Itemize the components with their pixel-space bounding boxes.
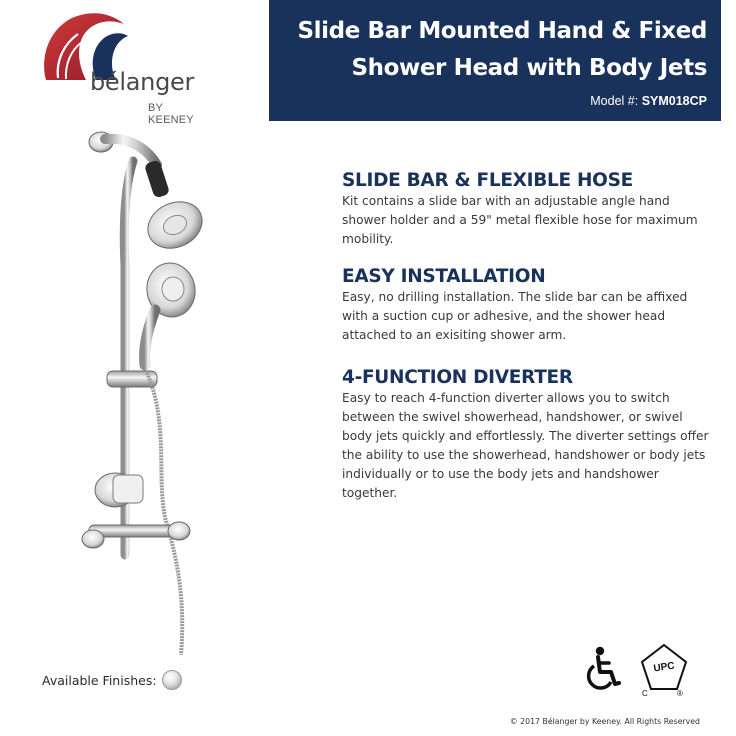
title-banner: [269, 0, 721, 121]
product-title-line-2: Shower Head with Body Jets: [351, 55, 707, 81]
copyright-notice: © 2017 Bélanger by Keeney. All Rights Reserved: [509, 717, 700, 726]
upc-r-mark: ®: [677, 689, 683, 698]
model-number: [590, 94, 707, 108]
available-finishes-label: Available Finishes:: [42, 673, 157, 688]
feature-description: Easy to reach 4-function diverter allows you to switch between the swivel showerhead, handshower, or swivel body jets quickly and effortlessly. The diverter settings offer the ability to use the showerhead, handshower or body jets individually or to use the body jets and handshower together.: [342, 391, 709, 500]
feature-diverter: [342, 367, 712, 503]
feature-heading: SLIDE BAR & FLEXIBLE HOSE: [342, 170, 633, 191]
feature-description: Kit contains a slide bar with an adjustable angle hand shower holder and a 59" metal flexible hose for maximum mobility.: [342, 194, 698, 246]
feature-easy-installation: [342, 266, 712, 345]
chrome-finish-swatch-icon[interactable]: [162, 670, 182, 690]
wheelchair-accessibility-icon: [583, 646, 623, 694]
brand-logo: [38, 8, 208, 126]
feature-heading: EASY INSTALLATION: [342, 266, 546, 287]
model-value: SYM018CP: [641, 94, 707, 108]
upc-text: UPC: [652, 660, 676, 675]
brand-name: bélanger: [90, 68, 195, 96]
feature-description: Easy, no drilling installation. The slide bar can be affixed with a suction cup or adhesive, and the shower head attached to an exisiting shower arm.: [342, 290, 688, 342]
feature-slide-bar: [342, 170, 712, 249]
model-label: Model #:: [590, 94, 639, 108]
upc-c-mark: C: [642, 689, 648, 698]
product-title-line-1: Slide Bar Mounted Hand & Fixed: [297, 18, 707, 44]
brand-tagline: BY KEENEY: [148, 102, 194, 126]
shower-system-image: [75, 125, 210, 665]
upc-certification-icon: [639, 642, 689, 698]
feature-heading: 4-FUNCTION DIVERTER: [342, 367, 573, 388]
